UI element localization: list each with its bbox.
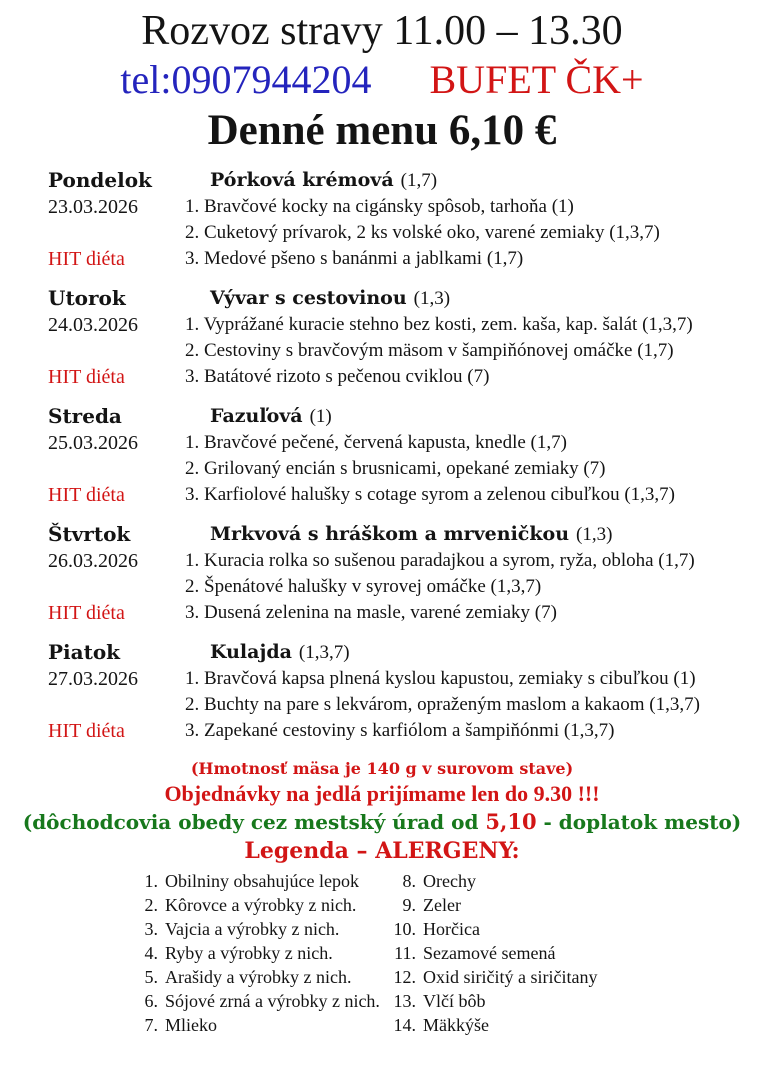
- allergen-number: 6.: [144, 991, 158, 1011]
- menu-item: 1. Vyprážané kuracie stehno bez kosti, zem. kaša, kap. šalát (1,3,7): [185, 314, 693, 335]
- allergen-text: Sójové zrná a výrobky z nich.: [165, 991, 380, 1011]
- pensioner-price: 5,10: [485, 809, 537, 834]
- allergen-text: Mäkkýše: [423, 1015, 489, 1035]
- menu-item: 3. Batátové rizoto s pečenou cviklou (7): [185, 366, 490, 387]
- allergen-item: [390, 989, 632, 1013]
- allergen-text: Vlčí bôb: [423, 991, 486, 1011]
- allergen-item: [132, 1013, 390, 1037]
- allergen-item: [390, 1013, 632, 1037]
- allergen-item: [132, 941, 390, 965]
- allergen-item: [390, 893, 632, 917]
- pensioners-note-prefix: (dôchodcovia obedy cez mestský úrad od: [22, 810, 486, 834]
- hit-diet-label: HIT diéta: [48, 602, 125, 624]
- soup-line: [185, 521, 764, 548]
- soup-allergens: (1,3): [413, 288, 451, 309]
- menu-item: 2. Cestoviny s bravčovým mäsom v šampiňónovej omáčke (1,7): [185, 340, 674, 361]
- soup-name: Pórková krémová: [210, 169, 394, 191]
- allergen-item: [390, 941, 632, 965]
- spacer: [48, 456, 185, 482]
- menu-item: 1. Bravčové pečené, červená kapusta, knedle (1,7): [185, 432, 567, 453]
- allergen-item: [390, 869, 632, 893]
- allergen-number: 5.: [144, 967, 158, 987]
- day-date: 24.03.2026: [48, 314, 138, 336]
- day-name: Pondelok: [48, 168, 152, 192]
- allergen-number: 12.: [393, 967, 416, 987]
- footer-notes: [0, 757, 764, 867]
- hit-diet-label: HIT diéta: [48, 484, 125, 506]
- menu-item: 1. Bravčové kocky na cigánsky spôsob, tarhoňa (1): [185, 196, 574, 217]
- day-block-friday: [48, 639, 764, 744]
- menu-item: 2. Grilovaný encián s brusnicami, opekané zemiaky (7): [185, 458, 606, 479]
- pensioners-note-suffix: - doplatok mesto): [536, 810, 742, 834]
- allergen-text: Vajcia a výrobky z nich.: [165, 919, 340, 939]
- allergen-number: 9.: [402, 895, 416, 915]
- allergen-item: [132, 965, 390, 989]
- soup-name: Mrkvová s hráškom a mrveničkou: [210, 523, 570, 545]
- soup-name: Fazuľová: [210, 405, 303, 427]
- allergen-number: 4.: [144, 943, 158, 963]
- allergen-number: 1.: [144, 871, 158, 891]
- allergen-item: [132, 893, 390, 917]
- allergen-legend-left-column: [132, 869, 390, 1037]
- allergen-legend-right-column: [390, 869, 632, 1037]
- menu-item: 3. Zapekané cestoviny s karfiólom a šampiňónmi (1,3,7): [185, 720, 615, 741]
- soup-line: [185, 285, 764, 312]
- day-block-monday: [48, 167, 764, 272]
- allergen-text: Horčica: [423, 919, 480, 939]
- allergen-legend-title: Legenda – ALERGENY:: [244, 838, 520, 864]
- allergen-item: [390, 917, 632, 941]
- soup-line: [185, 403, 764, 430]
- hit-diet-label: HIT diéta: [48, 366, 125, 388]
- allergen-number: 7.: [144, 1015, 158, 1035]
- menu-item: 1. Bravčová kapsa plnená kyslou kapustou, zemiaky s cibuľkou (1): [185, 668, 696, 689]
- menu-item: 2. Buchty na pare s lekvárom, opraženým maslom a kakaom (1,3,7): [185, 694, 700, 715]
- soup-name: Vývar s cestovinou: [210, 287, 407, 309]
- spacer: [48, 220, 185, 246]
- order-deadline-note: Objednávky na jedlá prijímame len do 9.30 !!!: [164, 781, 600, 806]
- allergen-number: 2.: [144, 895, 158, 915]
- menu-item: 2. Cuketový prívarok, 2 ks volské oko, varené zemiaky (1,3,7): [185, 222, 660, 243]
- allergen-text: Sezamové semená: [423, 943, 556, 963]
- soup-allergens: (1): [309, 406, 332, 427]
- header: [0, 0, 764, 159]
- allergen-item: [132, 869, 390, 893]
- soup-line: [185, 167, 764, 194]
- menu-item: 3. Karfiolové halušky s cotage syrom a zelenou cibuľkou (1,3,7): [185, 484, 675, 505]
- allergen-legend: [132, 869, 632, 1037]
- allergen-text: Kôrovce a výrobky z nich.: [165, 895, 357, 915]
- allergen-number: 11.: [394, 943, 416, 963]
- allergen-number: 13.: [393, 991, 416, 1011]
- day-name: Piatok: [48, 640, 121, 664]
- allergen-item: [390, 965, 632, 989]
- day-date: 26.03.2026: [48, 550, 138, 572]
- meat-weight-note: (Hmotnosť mäsa je 140 g v surovom stave): [190, 759, 574, 778]
- allergen-number: 10.: [393, 919, 416, 939]
- weekly-menu: [0, 167, 764, 744]
- allergen-text: Arašidy a výrobky z nich.: [165, 967, 352, 987]
- allergen-number: 8.: [402, 871, 416, 891]
- day-block-tuesday: [48, 285, 764, 390]
- allergen-item: [132, 917, 390, 941]
- spacer: [48, 574, 185, 600]
- allergen-item: [132, 989, 390, 1013]
- spacer: [48, 692, 185, 718]
- day-block-wednesday: [48, 403, 764, 508]
- allergen-text: Obilniny obsahujúce lepok: [165, 871, 359, 891]
- allergen-text: Mlieko: [165, 1015, 217, 1035]
- soup-line: [185, 639, 764, 666]
- soup-allergens: (1,3,7): [298, 642, 350, 663]
- phone-number: tel:0907944204: [120, 57, 372, 102]
- menu-item: 1. Kuracia rolka so sušenou paradajkou a syrom, ryža, obloha (1,7): [185, 550, 695, 571]
- soup-name: Kulajda: [210, 641, 292, 663]
- allergen-text: Zeler: [423, 895, 461, 915]
- day-name: Štvrtok: [48, 522, 131, 546]
- soup-allergens: (1,3): [576, 524, 613, 545]
- day-date: 27.03.2026: [48, 668, 138, 690]
- allergen-text: Ryby a výrobky z nich.: [165, 943, 333, 963]
- allergen-number: 14.: [393, 1015, 416, 1035]
- contact-line: [0, 56, 764, 103]
- allergen-number: 3.: [144, 919, 158, 939]
- menu-item: 2. Špenátové halušky v syrovej omáčke (1,3,7): [185, 576, 542, 597]
- delivery-hours-title: Rozvoz stravy 11.00 – 13.30: [141, 8, 623, 54]
- day-block-thursday: [48, 521, 764, 626]
- soup-allergens: (1,7): [400, 170, 438, 191]
- allergen-text: Orechy: [423, 871, 476, 891]
- pensioners-note: [0, 808, 764, 836]
- hit-diet-label: HIT diéta: [48, 248, 125, 270]
- allergen-text: Oxid siričitý a siričitany: [423, 967, 598, 987]
- spacer: [48, 338, 185, 364]
- day-date: 23.03.2026: [48, 196, 138, 218]
- day-date: 25.03.2026: [48, 432, 138, 454]
- hit-diet-label: HIT diéta: [48, 720, 125, 742]
- brand-name: BUFET ČK+: [429, 57, 644, 102]
- day-name: Utorok: [48, 286, 126, 310]
- menu-item: 3. Dusená zelenina na masle, varené zemiaky (7): [185, 602, 557, 623]
- day-name: Streda: [48, 404, 122, 428]
- menu-price-title: Denné menu 6,10 €: [207, 107, 557, 154]
- menu-item: 3. Medové pšeno s banánmi a jablkami (1,7): [185, 248, 524, 269]
